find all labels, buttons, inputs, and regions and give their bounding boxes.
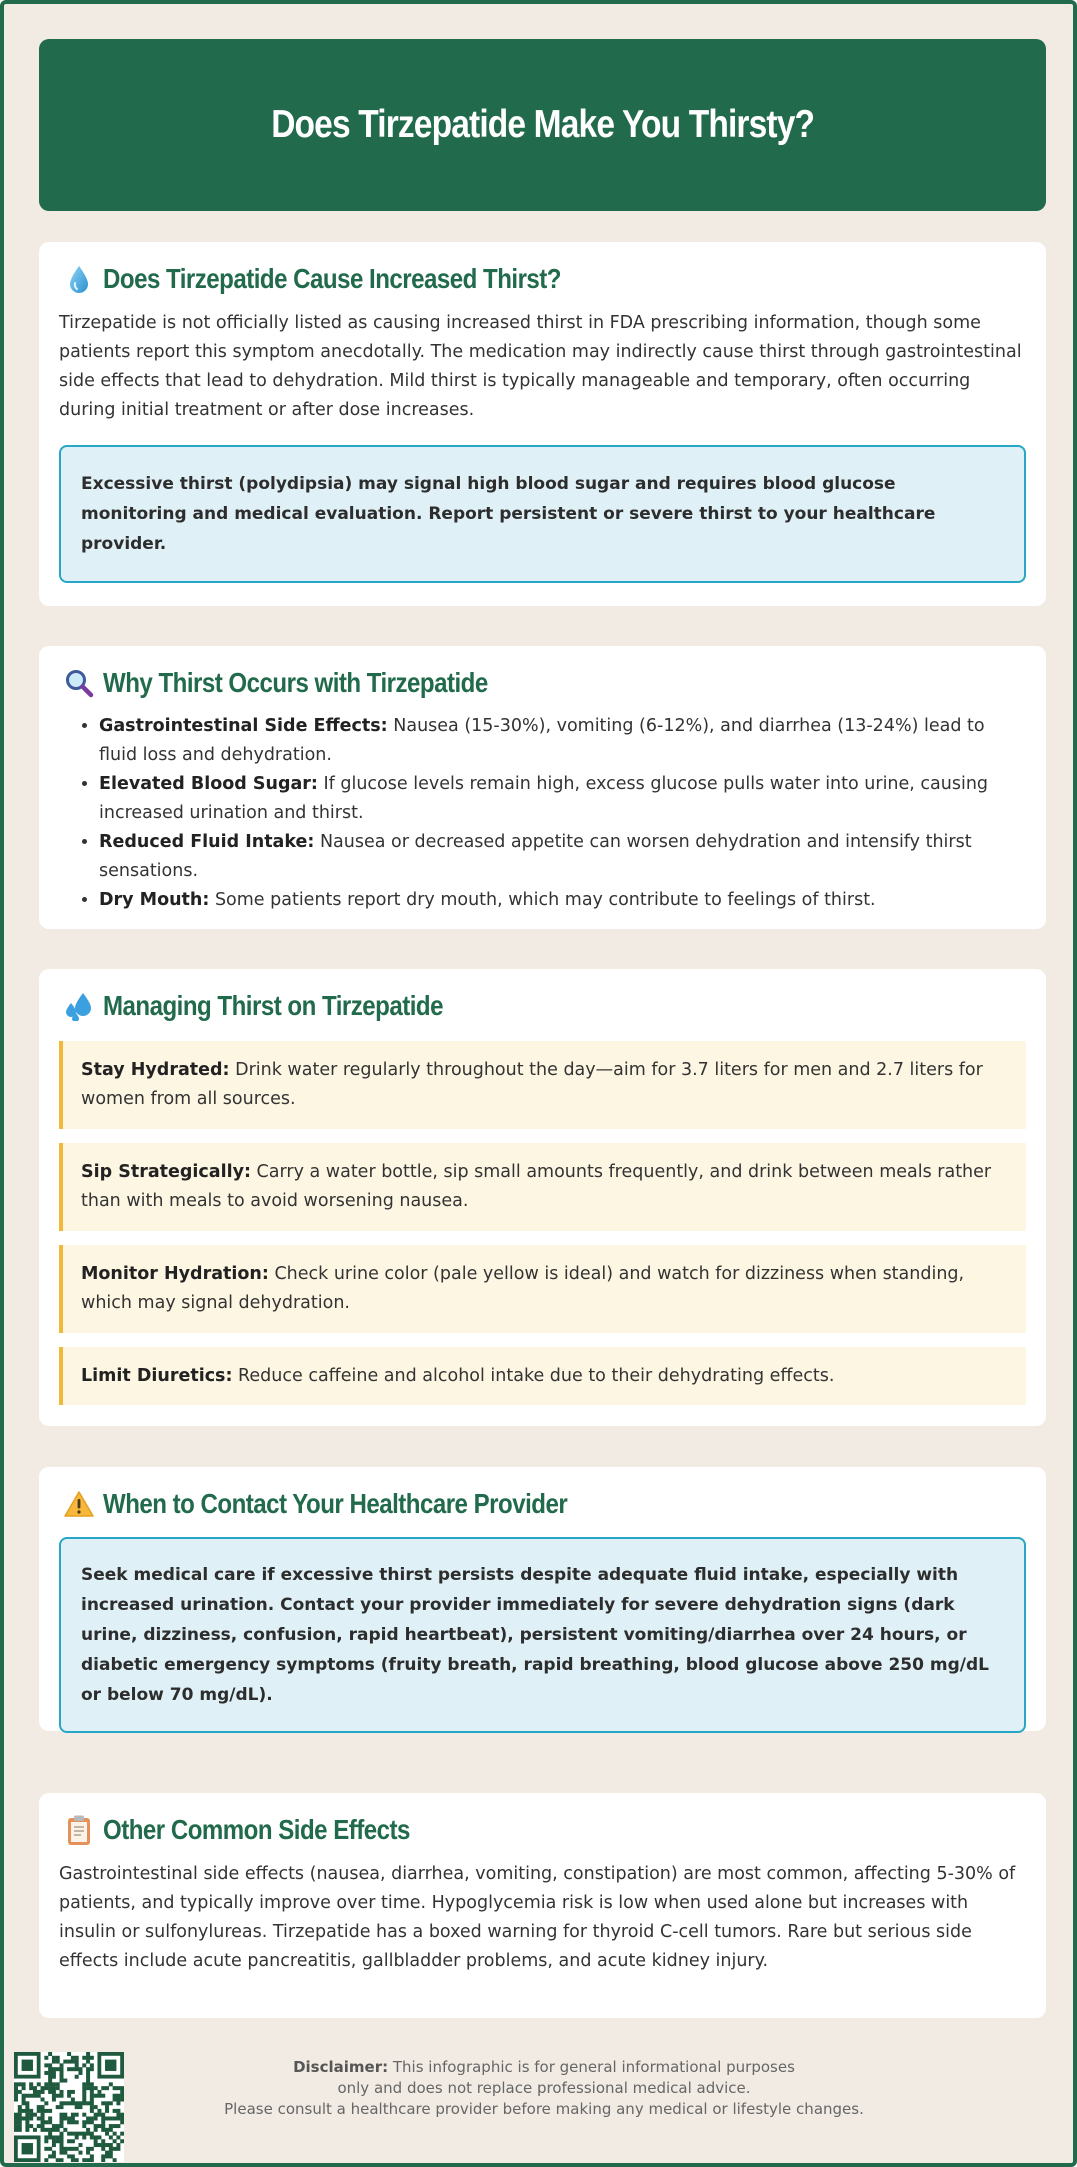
disclaimer-text: This infographic is for general informational purposes: [388, 2058, 795, 2076]
card-title-row: [59, 1813, 1026, 1847]
tip-text: [81, 1362, 834, 1391]
list-item: [99, 828, 1026, 886]
page-header: [39, 39, 1046, 211]
warning-icon: [61, 1487, 97, 1521]
card-increased-thirst: [39, 242, 1046, 606]
tip-body: Drink water regularly throughout the day—aim for 3.7 liters for men and 2.7 liters for women from all sources.: [81, 1060, 983, 1109]
qr-code: [14, 2052, 124, 2162]
disclaimer-line: only and does not replace professional medical advice.: [337, 2079, 751, 2097]
section-title: Why Thirst Occurs with Tirzepatide: [103, 667, 488, 698]
tip-body: Reduce caffeine and alcohol intake due to their dehydrating effects.: [232, 1365, 835, 1386]
callout-text: Excessive thirst (polydipsia) may signal high blood sugar and requires blood glucose monitoring and medical evaluation. Report persistent or severe thirst to your healthcare provider.: [81, 474, 936, 554]
magnifier-icon: [61, 666, 97, 700]
thirst-warning-callout: [59, 445, 1026, 583]
tip-body: Carry a water bottle, sip small amounts frequently, and drink between meals rather than with meals to avoid worsening nausea.: [81, 1162, 992, 1211]
list-item: [99, 770, 1026, 828]
contact-provider-callout: [59, 1537, 1026, 1733]
section-body: Gastrointestinal side effects (nausea, diarrhea, vomiting, constipation) are most common, affecting 5-30% of patients, and typically improve over time. Hypoglycemia risk is low when used alone but increases with insulin or sulfonylureas. Tirzepatide has a boxed warning for thyroid C-cell tumors. Rare but serious side effects include acute pancreatitis, gallbladder problems, and acute kidney injury.: [59, 1864, 1016, 1971]
item-label: Reduced Fluid Intake:: [99, 832, 315, 852]
item-label: Dry Mouth:: [99, 890, 210, 910]
tip-label: Limit Diuretics:: [81, 1365, 233, 1386]
tip-sip-strategically: [59, 1143, 1026, 1231]
tip-text: [81, 1260, 1008, 1318]
tip-body: Check urine color (pale yellow is ideal) and watch for dizziness when standing, which may signal dehydration.: [81, 1264, 965, 1313]
card-other-side-effects: [39, 1793, 1046, 2018]
tip-label: Stay Hydrated:: [81, 1060, 230, 1080]
item-text: Some patients report dry mouth, which may contribute to feelings of thirst.: [209, 890, 876, 910]
droplet-icon: [61, 262, 97, 296]
section-body: Tirzepatide is not officially listed as causing increased thirst in FDA prescribing information, though some patients report this symptom anecdotally. The medication may indirectly cause thirst through gastrointestinal side effects that lead to dehydration. Mild thirst is typically manageable and temporary, often occurring during initial treatment or after dose increases.: [59, 313, 1022, 420]
section-title: Managing Thirst on Tirzepatide: [103, 990, 443, 1021]
disclaimer-line: Please consult a healthcare provider before making any medical or lifestyle changes.: [224, 2100, 864, 2118]
section-title: Other Common Side Effects: [103, 1814, 410, 1845]
item-text: If glucose levels remain high, excess glucose pulls water into urine, causing increased urination and thirst.: [99, 774, 989, 823]
tip-stay-hydrated: [59, 1041, 1026, 1129]
section-title: When to Contact Your Healthcare Provider: [103, 1488, 568, 1519]
item-label: Gastrointestinal Side Effects:: [99, 716, 388, 736]
list-item: [99, 886, 1026, 915]
card-title-row: [59, 989, 1026, 1023]
sweat-droplets-icon: [61, 989, 97, 1023]
tip-label: Sip Strategically:: [81, 1162, 251, 1182]
card-title-row: [59, 1487, 1026, 1521]
disclaimer-label: Disclaimer:: [293, 2058, 389, 2076]
card-contact-provider: [39, 1467, 1046, 1731]
tip-text: [81, 1158, 1008, 1216]
list-item: [99, 712, 1026, 770]
thirst-causes-list: [59, 712, 1026, 915]
card-managing-thirst: [39, 969, 1046, 1426]
qr-code-graphic: [14, 2052, 124, 2162]
card-title-row: [59, 262, 1026, 296]
item-text: Nausea or decreased appetite can worsen dehydration and intensify thirst sensations.: [99, 832, 972, 881]
item-text: Nausea (15-30%), vomiting (6-12%), and diarrhea (13-24%) lead to fluid loss and dehydration.: [99, 716, 985, 765]
card-title-row: [59, 666, 1026, 700]
item-label: Elevated Blood Sugar:: [99, 774, 318, 794]
clipboard-icon: [61, 1813, 97, 1847]
page-title: Does Tirzepatide Make You Thirsty?: [271, 103, 814, 146]
disclaimer-line: [184, 2057, 904, 2078]
tip-monitor-hydration: [59, 1245, 1026, 1333]
tip-label: Monitor Hydration:: [81, 1264, 269, 1284]
tip-limit-diuretics: [59, 1347, 1026, 1405]
section-title: Does Tirzepatide Cause Increased Thirst?: [103, 263, 562, 294]
card-why-thirst: [39, 646, 1046, 929]
callout-text: Seek medical care if excessive thirst persists despite adequate fluid intake, especially with increased urination. Contact your provider immediately for severe dehydration signs (dark urine, dizziness, confusion, rapid heartbeat), persistent vomiting/diarrhea over 24 hours, or diabetic emergency symptoms (fruity breath, rapid breathing, blood glucose above 250 mg/dL or below 70 mg/dL).: [81, 1565, 989, 1705]
disclaimer: [184, 2057, 904, 2120]
tip-text: [81, 1056, 1008, 1114]
